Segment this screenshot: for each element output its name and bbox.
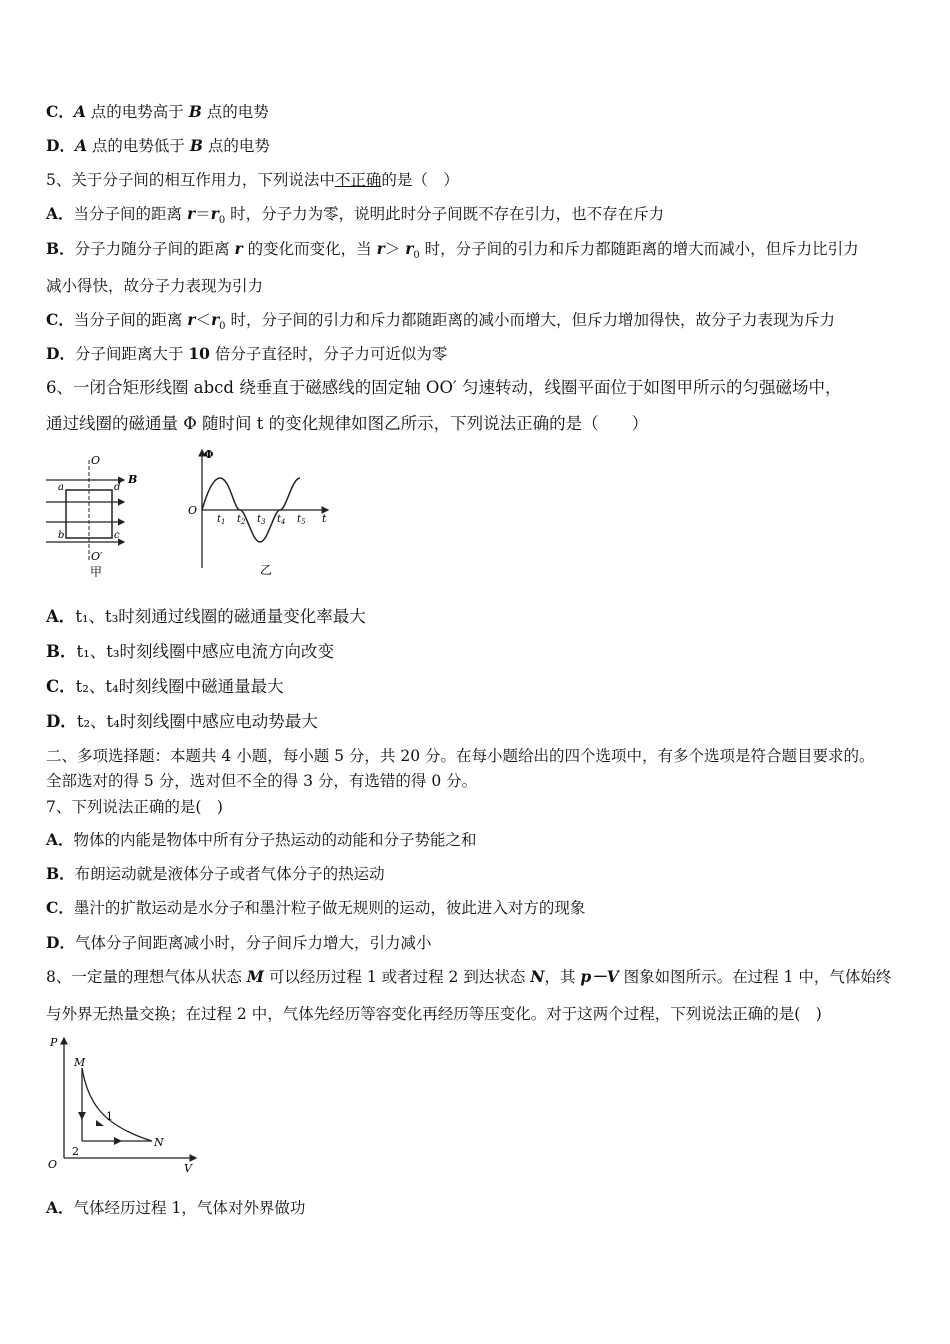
arrow-right xyxy=(114,1137,122,1145)
q6-option-d: D．t₂、t₄时刻线圈中感应电动势最大 xyxy=(46,712,318,731)
label-o-bottom: O′ xyxy=(91,550,103,563)
section-2-heading: 二、多项选择题：本题共 4 小题，每小题 5 分，共 20 分。在每小题给出的四个选项中，有多个选项是符合题目要求的。 xyxy=(46,747,875,765)
label-1: 1 xyxy=(106,1110,113,1123)
figure-pv-graph xyxy=(44,1034,204,1174)
label-d: d xyxy=(114,482,121,493)
label-o-top: O xyxy=(91,454,101,467)
question-6-line1: 6、一闭合矩形线圈 abcd 绕垂直于磁感线的固定轴 OO′ 匀速转动，线圈平面位于如图甲所示的匀强磁场中， xyxy=(46,378,842,397)
q8-option-a: A．气体经历过程 1，气体对外界做功 xyxy=(46,1198,306,1217)
tick-label-t4: $t_4$ xyxy=(277,514,286,526)
label-phi: Φ xyxy=(204,448,214,461)
q7-option-a: A．物体的内能是物体中所有分子热运动的动能和分子势能之和 xyxy=(46,830,477,849)
q6-option-b: B．t₁、t₃时刻线圈中感应电流方向改变 xyxy=(46,642,334,661)
label-c: c xyxy=(114,530,120,541)
label-b: b xyxy=(58,530,65,541)
q5-option-b-cont: 减小得快，故分子力表现为引力 xyxy=(46,277,264,295)
label-b-field: B xyxy=(128,473,138,486)
caption-jia: 甲 xyxy=(90,565,103,579)
arrow-down xyxy=(78,1112,86,1120)
caption-yi: 乙 xyxy=(260,563,273,577)
q6-option-a: A．t₁、t₃时刻通过线圈的磁通量变化率最大 xyxy=(46,607,366,626)
q6-option-c: C．t₂、t₄时刻线圈中磁通量最大 xyxy=(46,677,284,696)
q7-option-b: B．布朗运动就是液体分子或者气体分子的热运动 xyxy=(46,864,385,883)
label-n: N xyxy=(154,1136,164,1149)
question-6-line2: 通过线圈的磁通量 Φ 随时间 t 的变化规律如图乙所示，下列说法正确的是（ ） xyxy=(46,414,649,433)
question-7: 7、下列说法正确的是( ) xyxy=(46,798,223,816)
question-5: 5、关于分子间的相互作用力，下列说法中不正确的是（ ） xyxy=(46,171,459,189)
process-1-curve xyxy=(82,1068,152,1141)
q5-option-c: C．当分子间的距离 $r<r_0$ 时，分子间的引力和斥力都随距离的减小而增大，但斥力增加得快，故分子力表现为斥力 xyxy=(46,310,835,333)
label-a: a xyxy=(58,482,64,493)
tick-label-t1: $t_1$ xyxy=(217,514,226,526)
option-c-potential: C．A 点的电势高于 B 点的电势 xyxy=(46,102,269,121)
label-o: O xyxy=(48,1158,58,1171)
q7-option-d: D．气体分子间距离减小时，分子间斥力增大，引力减小 xyxy=(46,933,432,952)
tick-label-t3: $t_3$ xyxy=(257,514,266,526)
label-m: M xyxy=(74,1056,86,1069)
q5-option-b: B．分子力随分子间的距离 r 的变化而变化，当 $r> r_0$ 时，分子间的引力和斥力都随距离的增大而减小，但斥力比引力 xyxy=(46,239,859,262)
label-origin: O xyxy=(188,504,198,517)
arrow-curve xyxy=(96,1120,104,1126)
question-8-line2: 与外界无热量交换；在过程 2 中，气体先经历等容变化再经历等压变化。对于这两个过程，下列说法正确的是( ) xyxy=(46,1005,822,1023)
figure-coil-in-field xyxy=(44,450,144,580)
question-8-line1: 8、一定量的理想气体从状态 M 可以经历过程 1 或者过程 2 到达状态 N，其 p－V 图象如图所示。在过程 1 中，气体始终 xyxy=(46,967,892,986)
q7-option-c: C．墨汁的扩散运动是水分子和墨汁粒子做无规则的运动，彼此进入对方的现象 xyxy=(46,898,586,917)
label-v: V xyxy=(184,1162,192,1174)
label-t-axis: t xyxy=(322,512,327,525)
q5-option-a: A．当分子间的距离 $r=r_0$ 时，分子力为零，说明此时分子间既不存在引力，也不存在斥力 xyxy=(46,204,665,227)
figure-flux-graph xyxy=(182,446,342,580)
tick-label-t5: $t_5$ xyxy=(297,514,306,526)
q5-option-d: D．分子间距离大于 10 倍分子直径时，分子力可近似为零 xyxy=(46,344,448,363)
label-2: 2 xyxy=(72,1145,79,1158)
label-p: P xyxy=(50,1036,58,1049)
option-d-potential: D．A 点的电势低于 B 点的电势 xyxy=(46,136,270,155)
tick-label-t2: $t_2$ xyxy=(237,514,246,526)
tick-labels xyxy=(217,514,306,526)
section-2-scoring: 全部选对的得 5 分，选对但不全的得 3 分，有选错的得 0 分。 xyxy=(46,772,478,790)
